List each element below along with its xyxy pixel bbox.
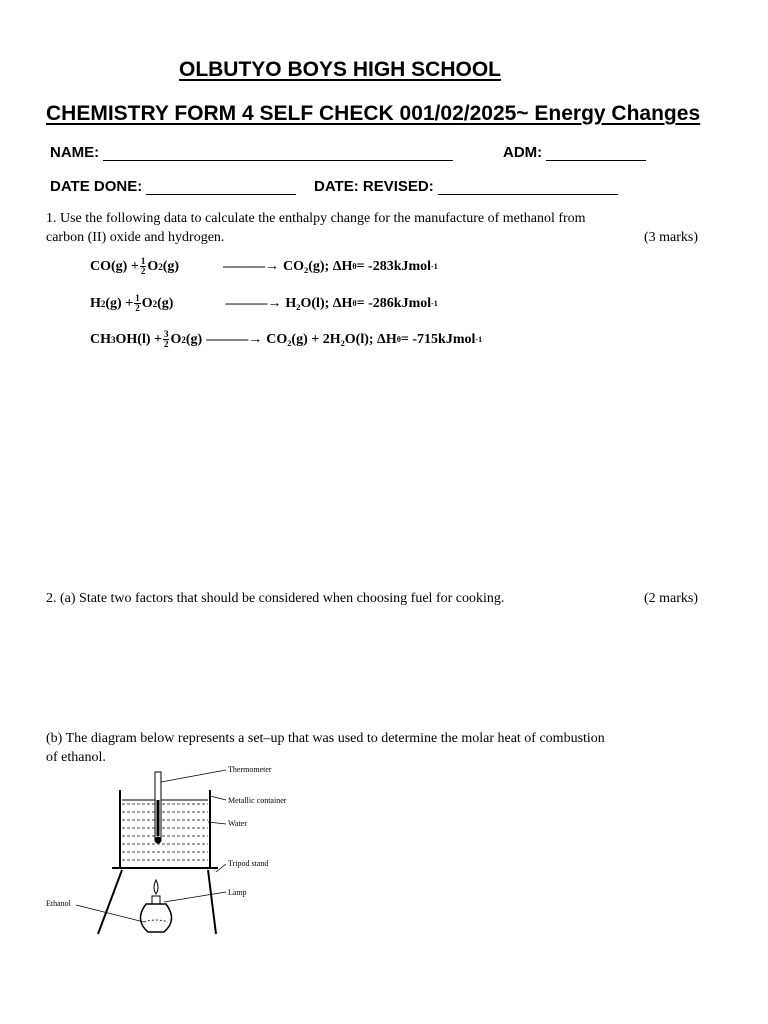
eq3-lhs-d: (g) (185, 331, 203, 347)
date-revised-label: DATE: REVISED: (314, 178, 434, 195)
metallic-container-shape (120, 790, 210, 868)
eq2-lhs-c: O (141, 295, 153, 311)
eq3-frac-den: 2 (163, 339, 169, 349)
eq1-frac-den: 2 (140, 266, 146, 276)
eq1-fraction (140, 257, 147, 276)
eq3-lhs-c: O (170, 331, 182, 347)
water-label: Water (228, 819, 247, 828)
date-done-label: DATE DONE: (50, 178, 143, 195)
eq2-arrow: ———→ (225, 295, 282, 311)
eq2-fraction (134, 294, 141, 313)
equation-2 (90, 294, 438, 313)
ethanol-label: Ethanol (46, 899, 71, 908)
adm-blank[interactable] (546, 146, 646, 161)
eq1-frac-num: 1 (140, 256, 146, 266)
eq1-lhs-c: (g) (162, 258, 180, 274)
eq3-lhs-sub1: 3 (111, 334, 116, 345)
q1-line-1: 1. Use the following data to calculate the enthalpy change for the manufacture of methanol from (46, 211, 586, 226)
container-label: Metallic container (228, 796, 287, 805)
eq2-theta: θ (352, 299, 357, 308)
lamp-label: Lamp (228, 888, 247, 897)
eq1-value: = -283kJmol (356, 258, 432, 274)
question-2a (46, 589, 698, 608)
page-title: CHEMISTRY FORM 4 SELF CHECK 001/02/2025~ Energy Changes (46, 102, 701, 125)
eq2-lhs-sub1: 2 (100, 298, 106, 309)
eq3-theta: θ (396, 335, 401, 344)
eq3-arrow: ———→ (206, 331, 263, 347)
q2b-line-2: of ethanol. (46, 750, 106, 765)
eq2-frac-den: 2 (135, 303, 140, 313)
combustion-setup-diagram (40, 760, 310, 936)
eq3-exp: -1 (475, 335, 483, 344)
q2a-text: 2. (a) State two factors that should be considered when choosing fuel for cooking. (46, 591, 505, 606)
eq1-theta: θ (352, 262, 357, 271)
eq3-lhs-a: CH (90, 331, 111, 347)
school-name: OLBUTYO BOYS HIGH SCHOOL (178, 58, 501, 81)
date-revised-blank[interactable] (438, 180, 618, 195)
flame-shape (154, 880, 158, 894)
eq2-frac-num: 1 (135, 293, 140, 303)
eq3-fraction (163, 330, 170, 349)
eq3-lhs-sub2: 2 (181, 334, 186, 345)
name-field-row (50, 144, 453, 161)
water-shape (122, 804, 208, 860)
date-done-row (50, 178, 296, 195)
q2a-marks: (2 marks) (643, 591, 698, 606)
eq2-lhs-d: (g) (157, 295, 174, 311)
eq1-rhs: CO₂(g); ΔH (283, 258, 353, 274)
eq1-lhs-a: CO(g) + (90, 258, 139, 274)
equation-3 (90, 330, 482, 349)
name-blank[interactable] (103, 146, 453, 161)
eq3-lhs-b: OH(l) + (115, 331, 162, 347)
eq1-arrow: ———→ (223, 258, 280, 274)
equation-1 (90, 257, 438, 276)
eq1-exp: -1 (431, 262, 438, 271)
date-done-blank[interactable] (146, 180, 296, 195)
eq3-frac-num: 3 (163, 329, 169, 339)
eq2-lhs-b: (g) + (105, 295, 134, 311)
q2b-line-1: (b) The diagram below represents a set–up that was used to determine the molar heat of combustion (46, 731, 605, 746)
eq1-lhs-b: O (147, 258, 159, 274)
thermometer-label: Thermometer (228, 765, 272, 774)
lamp-shape (140, 904, 171, 932)
eq2-rhs: H₂O(l); ΔH (285, 295, 353, 311)
eq1-lhs-sub: 2 (158, 261, 163, 272)
adm-field-row (503, 144, 646, 161)
date-revised-row (314, 178, 618, 195)
q1-marks: (3 marks) (643, 230, 698, 245)
q1-line-2 (46, 228, 698, 247)
eq2-exp: -1 (431, 299, 438, 308)
eq3-rhs: CO₂(g) + 2H₂O(l); ΔH (266, 331, 397, 347)
tripod-label: Tripod stand (228, 859, 269, 868)
eq3-value: = -715kJmol (400, 331, 476, 347)
adm-label: ADM: (503, 144, 543, 161)
eq2-value: = -286kJmol (356, 295, 432, 311)
tripod-stand-shape (98, 870, 122, 934)
q1-line-2-text: carbon (II) oxide and hydrogen. (46, 230, 225, 245)
question-1 (46, 209, 698, 247)
name-label: NAME: (50, 144, 100, 161)
eq2-lhs-sub2: 2 (152, 298, 158, 309)
eq2-lhs-a: H (90, 295, 101, 311)
